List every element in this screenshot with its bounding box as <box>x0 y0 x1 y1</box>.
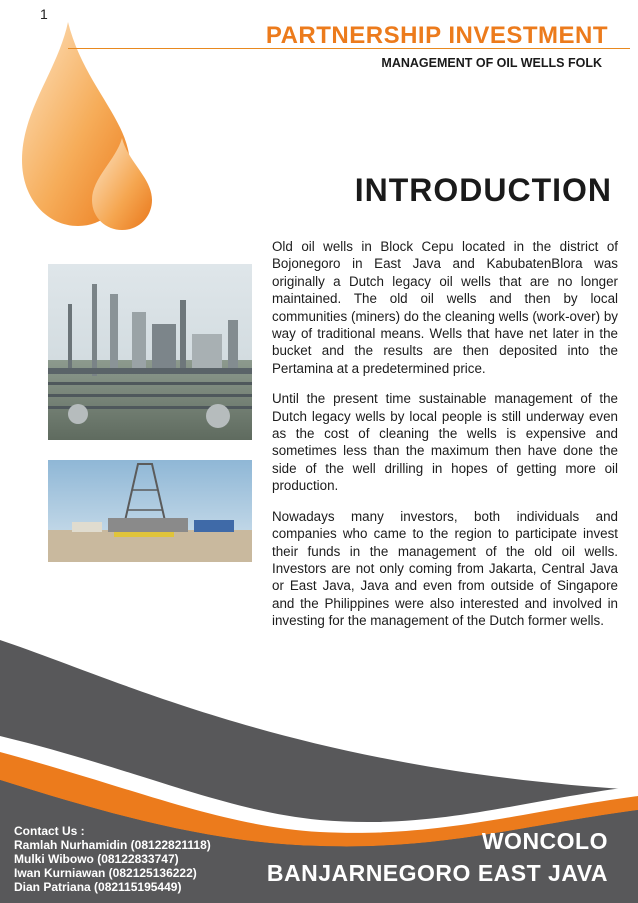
introduction-body <box>272 238 618 643</box>
paragraph: Until the present time sustainable management of the Dutch legacy wells by local people is still underway even as the cost of cleaning the wells is expensive and sometimes less than the maximum then have done the side of the well drilling in hopes of getting more oil production. <box>272 391 618 494</box>
paragraph: Nowadays many investors, both individuals and companies who came to the region to participate invest their funds in the management of the old oil wells. Investors are not only coming from Jakarta, Central Java or East Java, Java and even from outside of Singapore and the Philippines were also interested and involved in investing for the management of the Dutch former wells. <box>272 508 618 629</box>
page-subtitle: MANAGEMENT OF OIL WELLS FOLK <box>381 56 602 70</box>
contact-person: Iwan Kurniawan (082125136222) <box>14 866 197 880</box>
drilling-rig-photo <box>48 460 252 562</box>
page-title: PARTNERSHIP INVESTMENT <box>265 22 608 49</box>
refinery-photo <box>48 264 252 440</box>
contact-person: Ramlah Nurhamidin (08122821118) <box>14 838 211 852</box>
page-number: 1 <box>40 6 48 22</box>
contact-person: Mulki Wibowo (08122833747) <box>14 852 179 866</box>
contact-heading: Contact Us : <box>14 824 85 838</box>
contact-block <box>14 824 211 894</box>
location-line-1: WONCOLO <box>481 828 608 854</box>
contact-person: Dian Patriana (082115195449) <box>14 880 182 894</box>
paragraph: Old oil wells in Block Cepu located in the district of Bojonegoro in East Java and KabubatenBlora was originally a Dutch legacy oil wells that are no longer maintained. The old oil wells and then by local communities (miners) do the cleaning wells (work-over) by way of traditional means. Wells that have net later in the bucket and the results are then deposited into the Pertamina at a predetermined price. <box>272 239 618 376</box>
section-title: INTRODUCTION <box>354 172 612 208</box>
location-line-2: BANJARNEGORO EAST JAVA <box>266 860 608 886</box>
oil-drops-graphic <box>0 0 200 240</box>
